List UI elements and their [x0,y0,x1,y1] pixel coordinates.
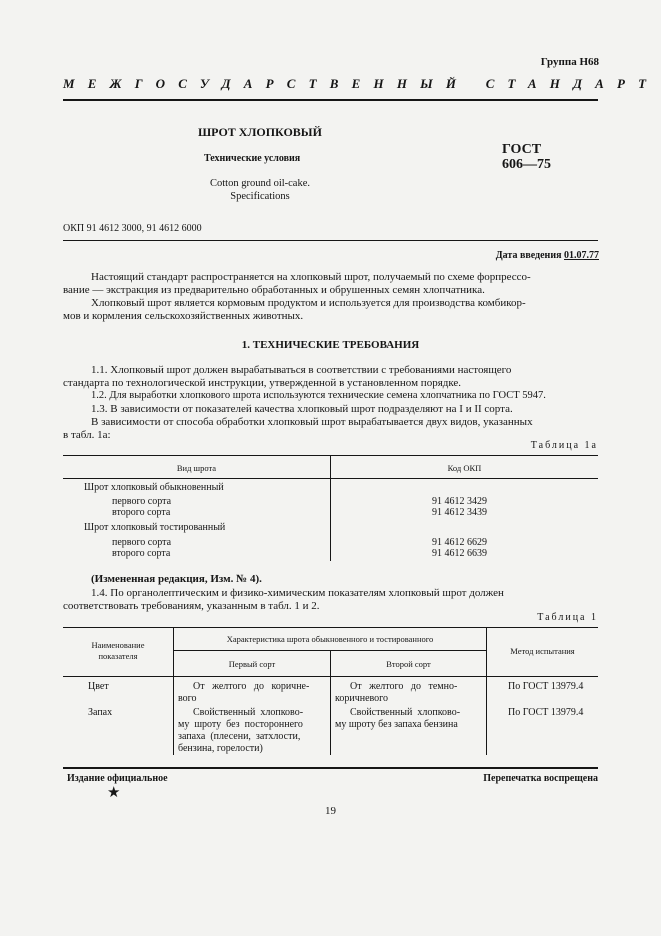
clause-1-3b-line1: В зависимости от способа обработки хлопковый шрот вырабатывается двух видов, указанных [91,416,533,428]
table-1-odor-second-line1: Свойственный хлопково- [350,707,461,718]
table-1-row-odor-first [178,707,328,755]
group-code: Группа Н68 [540,56,599,68]
clause-1-4-line1: 1.4. По органолептическим и физико-химическим показателям хлопковый шрот должен [91,587,504,599]
table-1-row-odor-method: По ГОСТ 13979.4 [508,707,584,718]
table-row: второго сорта [112,507,171,518]
table-1-odor-first-line2: му шроту без постороннего [178,719,303,730]
okp-codes: ОКП 91 4612 3000, 91 4612 6000 [63,223,202,234]
table-1-header-name-line1: Наименование [91,640,145,650]
table-1-color-second-line1: От желтого до темно- [350,681,458,692]
section-heading: 1. ТЕХНИЧЕСКИЕ ТРЕБОВАНИЯ [241,339,420,351]
table-row: первого сорта [112,537,172,548]
table-1-row-odor-second [335,707,485,731]
table-1-color-second-line2: коричневого [335,693,389,704]
official-edition: Издание официальное [67,773,168,784]
table-1a-group-ordinary: Шрот хлопковый обыкновенный [84,482,224,493]
table-1-row-color-first [178,681,326,705]
table-cell-code: 91 4612 3439 [432,507,487,518]
intro-date-value: 01.07.77 [564,250,599,261]
table-1-divider-1 [173,627,174,755]
clause-1-1-line2: стандарта по технологической инструкции, утвержденной в установленном порядке. [63,377,462,389]
table-1-odor-first-line3: запаха (плесени, затхлости, [178,731,301,742]
english-title-line1: Cotton ground oil-cake. [209,178,311,189]
table-1-header-name-line2: показателя [98,651,138,661]
page-number: 19 [325,805,336,817]
table-1-row-color-method: По ГОСТ 13979.4 [508,681,584,692]
gost-number: 606—75 [502,157,551,172]
intro-p1-line2: вание — экстракция из предварительно обработанных и обрушенных семян хлопчатника. [63,284,485,296]
table-cell-code: 91 4612 3429 [432,496,487,507]
intro-date-label: Дата введения [495,250,562,261]
table-1-row-color-name: Цвет [88,681,109,692]
table-1-color-first-line2: вого [178,693,197,704]
clause-1-4-line2: соответствовать требованиям, указанным в табл. 1 и 2. [63,600,320,612]
title-rule [63,240,598,241]
clause-1-3: 1.3. В зависимости от показателей качества хлопковый шрот подразделяют на I и II сорта. [91,403,513,415]
intro-p1-line1: Настоящий стандарт распространяется на хлопковый шрот, получаемый по схеме форпрессо- [91,271,531,283]
table-1a-header-okp: Код ОКП [447,463,482,473]
table-1-color-first-line1: От желтого до коричне- [193,681,310,692]
table-1-odor-second-line2: му шроту без запаха бензина [335,719,458,730]
header-rule [63,99,598,101]
table-1-header-first-grade: Первый сорт [228,659,276,669]
table-1-row-color-second [335,681,483,705]
reprint-prohibited: Перепечатка воспрещена [483,773,598,784]
clause-1-1-line1: 1.1. Хлопковый шрот должен вырабатываться в соответствии с требованиями настоящего [91,364,512,376]
document-subtitle: Технические условия [204,153,301,164]
table-row: второго сорта [112,548,171,559]
intro-date [496,250,599,261]
gost-label: ГОСТ [502,142,542,157]
footer-rule [63,767,598,769]
table-row: первого сорта [112,496,172,507]
standard-type-heading: МЕЖГОСУДАРСТВЕННЫЙ СТАНДАРТ [63,76,660,91]
table-1-header-characteristic: Характеристика шрота обыкновенного и тостированного [226,634,434,644]
table-1a-header-kind: Вид шрота [176,463,217,473]
intro-p2-line2: мов и кормления сельскохозяйственных животных. [63,310,304,322]
intro-p2-line1: Хлопковый шрот является кормовым продуктом и используется для производства комбикор- [91,297,526,309]
table-1-header-second-grade: Второй сорт [386,659,431,669]
amendment-note: (Измененная редакция, Изм. № 4). [91,573,262,585]
table-1-odor-first-line1: Свойственный хлопково- [193,707,304,718]
table-1-header-method: Метод испытания [510,646,575,656]
table-1-row-odor-name: Запах [88,707,113,718]
table-cell-code: 91 4612 6639 [432,548,487,559]
table-cell-code: 91 4612 6629 [432,537,487,548]
table-1-caption: Таблица 1 [537,612,598,623]
star-icon: ★ [107,785,121,801]
table-1-header-name [63,640,173,662]
clause-1-2: 1.2. Для выработки хлопкового шрота используются технические семена хлопчатника по ГОСТ 5947. [91,390,546,401]
english-title-line2: Specifications [230,191,290,202]
table-1-top-rule [63,627,598,628]
table-1a-group-toasted: Шрот хлопковый тостированный [84,522,226,533]
table-1a-caption: Таблица 1а [530,440,598,451]
table-1-odor-first-line4: бензина, горелости) [178,743,263,754]
clause-1-3b-line2: в табл. 1а: [63,429,111,441]
document-title: ШРОТ ХЛОПКОВЫЙ [198,125,322,139]
